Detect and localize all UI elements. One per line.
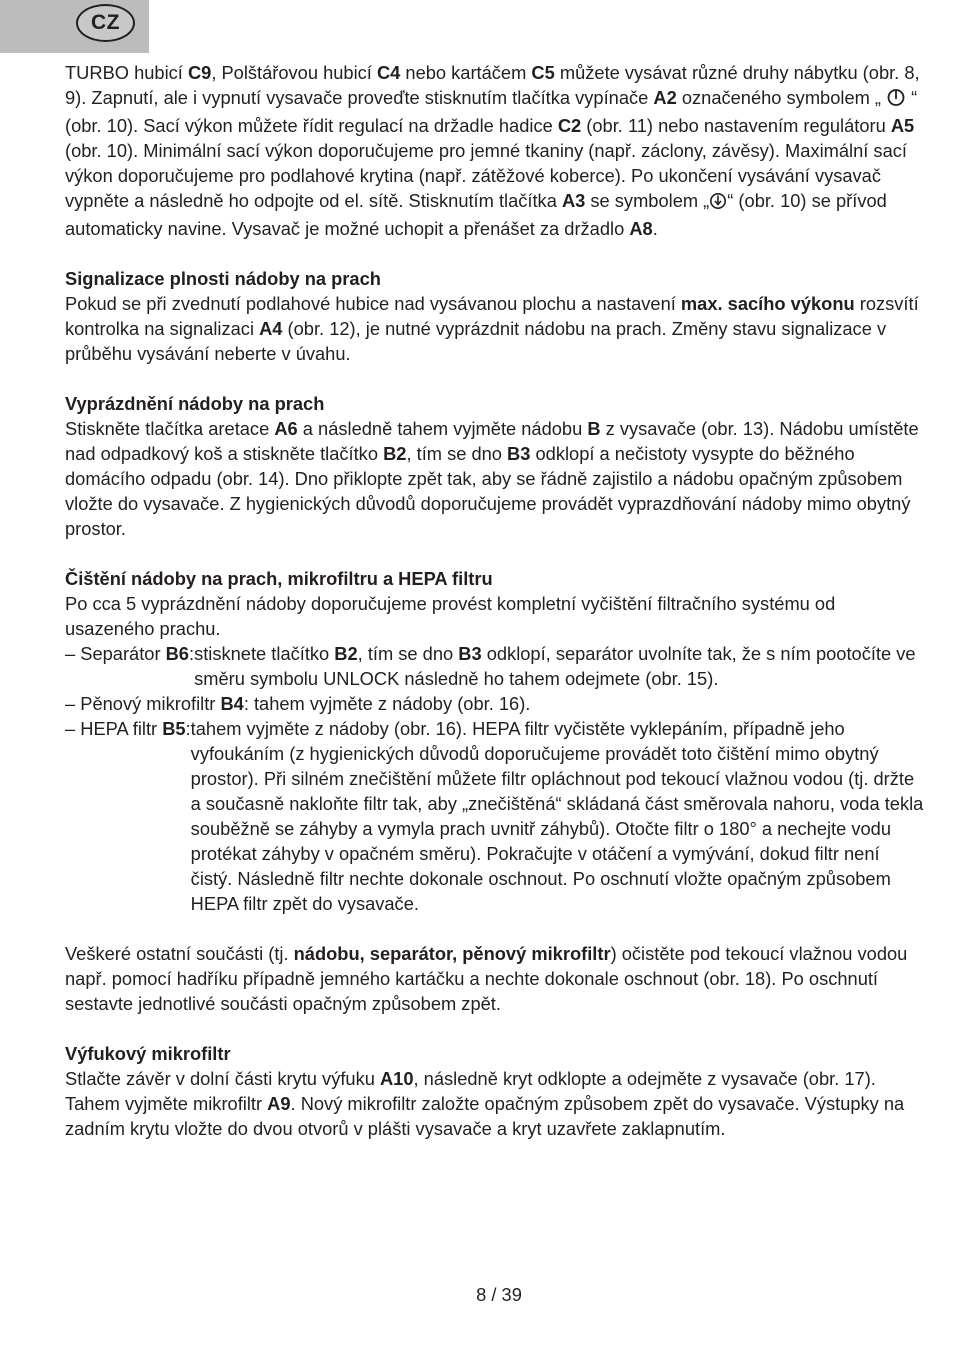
page-number: 8 / 39	[476, 1284, 522, 1305]
section-title-cleaning: Čištění nádoby na prach, mikrofiltru a HEPA filtru	[65, 568, 493, 589]
language-badge: CZ	[76, 4, 135, 42]
section-title-dust-indicator: Signalizace plnosti nádoby na prach	[65, 268, 381, 289]
other-parts-paragraph: Veškeré ostatní součásti (tj. nádobu, separátor, pěnový mikrofiltr) očistěte pod tekoucí vlažnou vodou např. pomocí hadříku případně jemného kartáčku a nechte dokonale oschnout (obr. 18). Po oschnutí sestavte jednotlivé součásti opačným způsobem zpět.	[65, 943, 908, 1014]
list-item-hepa-filter: – HEPA filtr B5: tahem vyjměte z nádoby (obr. 16). HEPA filtr vyčistěte vyklepáním, případně jeho vyfoukáním (z hygienických důvodů doporučujeme provádět toto čištění mimo obytný prostor). Při silném znečištění můžete filtr opláchnout pod tekoucí vlažnou vodou (tj. držte a současně nakloňte filtr tak, aby „znečištěná“ skládaná část směrovala nahoru, voda tekla souběžně se záhyby a vymyla prach uvnitř záhybů). Otočte filtr o 180° a nechejte vodu protékat záhyby v opačném směru). Pokračujte v otáčení a vymývání, dokud filtr není čistý. Následně filtr nechte dokonale oschnout. Po oschnutí vložte opačným způsobem HEPA filtr zpět do vysavače.	[65, 718, 924, 914]
page-content	[65, 60, 925, 1141]
section-title-exhaust-filter: Výfukový mikrofiltr	[65, 1043, 231, 1064]
power-symbol-icon	[886, 87, 906, 113]
emptying-paragraph: Stiskněte tlačítka aretace A6 a následně tahem vyjměte nádobu B z vysavače (obr. 13). Nádobu umístěte nad odpadkový koš a stiskněte tlačítko B2, tím se dno B3 odklopí a nečistoty vysypte do běžného domácího odpadu (obr. 14). Dno přiklopte zpět tak, aby se řádně zajistilo a nádobu opačným způsobem vložte do vysavače. Z hygienických důvodů doporučujeme provádět vyprazdňování nádoby mimo obytný prostor.	[65, 418, 919, 539]
intro-paragraph: TURBO hubicí C9, Polštářovou hubicí C4 nebo kartáčem C5 můžete vysávat různé druhy nábytku (obr. 8, 9). Zapnutí, ale i vypnutí vysavače proveďte stisknutím tlačítka vypínače A2 označeného symbolem „ “ (obr. 10). Sací výkon můžete řídit regulací na držadle hadice C2 (obr. 11) nebo nastavením regulátoru A5 (obr. 10). Minimální sací výkon doporučujeme pro jemné tkaniny (např. záclony, závěsy). Maximální sací výkon doporučujeme pro podlahové krytina (např. zátěžové koberce). Po ukončení vysávání vysavač vypněte a následně ho odpojte od el. sítě. Stisknutím tlačítka A3 se symbolem „ “ (obr. 10) se přívod automaticky navine. Vysavač je možné uchopit a přenášet za držadlo A8.	[65, 62, 920, 239]
exhaust-filter-paragraph: Stlačte závěr v dolní části krytu výfuku A10, následně kryt odklopte a odejměte z vysavače (obr. 17). Tahem vyjměte mikrofiltr A9. Nový mikrofiltr založte opačným způsobem zpět do vysavače. Výstupky na zadním krytu vložte do dvou otvorů v plášti vysavače a kryt uzavřete zaklapnutím.	[65, 1068, 905, 1139]
section-title-emptying: Vyprázdnění nádoby na prach	[65, 393, 325, 414]
list-item-foam-filter: – Pěnový mikrofiltr B4: tahem vyjměte z nádoby (obr. 16).	[65, 693, 531, 714]
cord-rewind-icon	[709, 191, 727, 216]
cleaning-intro: Po cca 5 vyprázdnění nádoby doporučujeme provést kompletní vyčištění filtračního systému od usazeného prachu.	[65, 593, 836, 639]
list-item-separator: – Separátor B6: stisknete tlačítko B2, tím se dno B3 odklopí, separátor uvolníte tak, že s ním pootočíte ve směru symbolu UNLOCK následně ho tahem odejmete (obr. 15).	[65, 643, 916, 689]
language-tab	[0, 0, 149, 53]
dust-indicator-paragraph: Pokud se při zvednutí podlahové hubice nad vysávanou plochu a nastavení max. sacího výkonu rozsvítí kontrolka na signalizaci A4 (obr. 12), je nutné vyprázdnit nádobu na prach. Změny stavu signalizace v průběhu vysávání neberte v úvahu.	[65, 293, 919, 364]
